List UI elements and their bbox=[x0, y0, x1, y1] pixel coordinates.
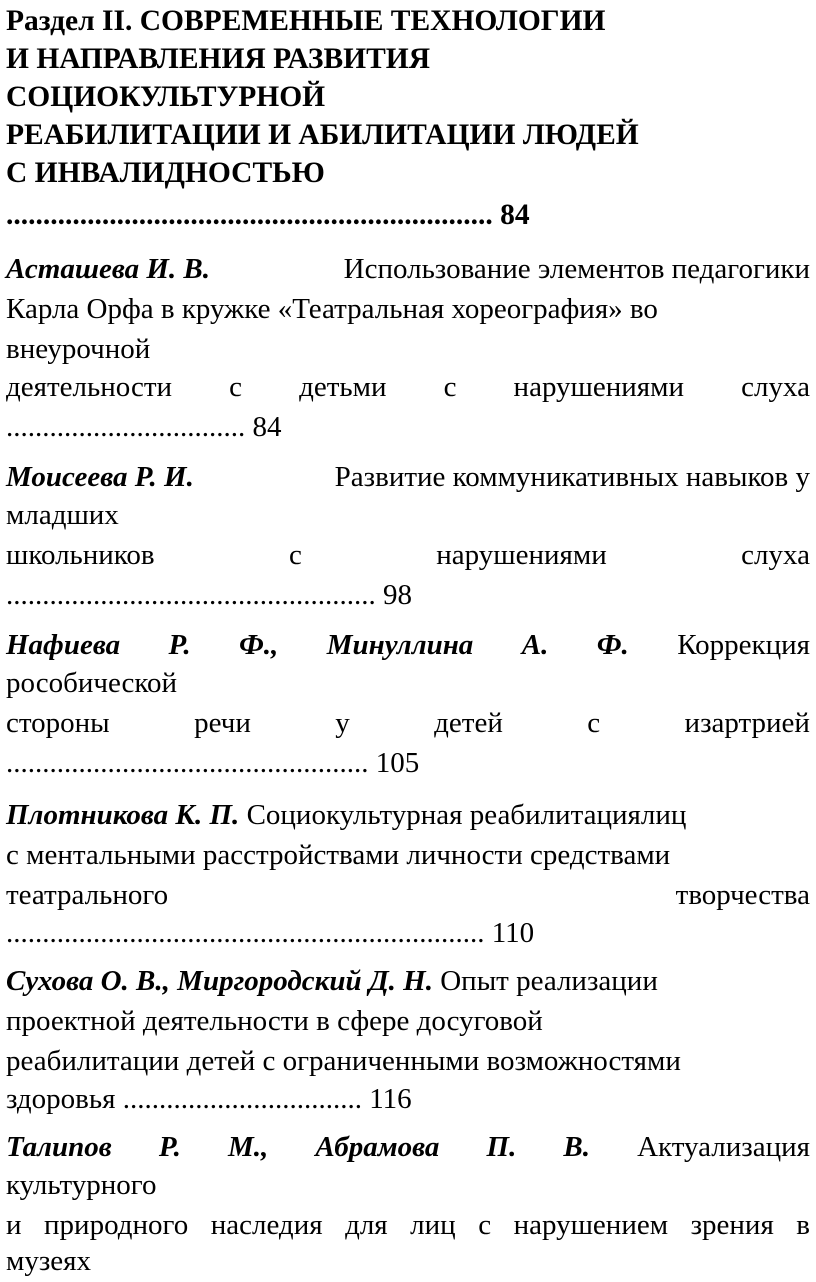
page-number: 116 bbox=[369, 1083, 412, 1115]
author-word: Нафиева bbox=[6, 629, 121, 661]
author-word: А. bbox=[521, 629, 549, 661]
toc-entry-4-leader bbox=[6, 914, 534, 952]
author-word: П. bbox=[486, 1131, 517, 1163]
toc-entry-2-line-3 bbox=[6, 536, 810, 574]
dot-leader: ................................................... bbox=[6, 579, 376, 611]
toc-entry-4-line-1 bbox=[6, 796, 686, 834]
toc-entry-5-line-1 bbox=[6, 962, 658, 1000]
dot-leader: ................................. bbox=[122, 1083, 362, 1115]
author-word: Ф. bbox=[596, 629, 629, 661]
word: деятельности bbox=[6, 371, 173, 403]
dot-leader: .................................................................. bbox=[6, 199, 493, 231]
author-word: В. bbox=[563, 1131, 591, 1163]
author-word: Талипов bbox=[6, 1131, 112, 1163]
toc-entry-1-line-3: внеурочной bbox=[6, 333, 151, 365]
page-number: 110 bbox=[491, 917, 535, 949]
toc-entry-6-line-4: музеях bbox=[6, 1245, 92, 1277]
word: у bbox=[335, 707, 350, 739]
author-word: Р. bbox=[158, 1131, 181, 1163]
toc-entry-6-line-3: и природного наследия для лиц с нарушением зрения в bbox=[6, 1209, 810, 1241]
word: слуха bbox=[741, 371, 810, 403]
word: творчества bbox=[675, 879, 810, 911]
entry-title-start: Социокультурная реабилитациялиц bbox=[246, 799, 687, 831]
word: стороны bbox=[6, 707, 110, 739]
word: с bbox=[443, 371, 457, 403]
toc-entry-5-line-2: проектной деятельности в сфере досуговой bbox=[6, 1005, 543, 1037]
section-heading-leader bbox=[6, 196, 530, 234]
toc-entry-1-line-4 bbox=[6, 368, 810, 406]
toc-entry-1-line-1 bbox=[6, 250, 810, 288]
section-heading-line-5: С ИНВАЛИДНОСТЬЮ bbox=[6, 157, 325, 189]
page-number: 98 bbox=[383, 579, 412, 611]
entry-title-start: Использование элементов педагогики bbox=[343, 253, 810, 285]
entry-title-end: здоровья bbox=[6, 1083, 116, 1115]
toc-entry-1-leader bbox=[6, 408, 282, 446]
toc-entry-4-line-3 bbox=[6, 876, 810, 914]
toc-entry-6-line-1 bbox=[6, 1128, 810, 1166]
word: нарушениями bbox=[513, 371, 685, 403]
word: изартрией bbox=[684, 707, 810, 739]
page-number: 105 bbox=[375, 747, 420, 779]
author-word: Р. bbox=[168, 629, 191, 661]
word: с bbox=[289, 539, 302, 571]
toc-entry-4-line-2: с ментальными расстройствами личности средствами bbox=[6, 839, 671, 871]
toc-entry-2-line-1 bbox=[6, 458, 810, 496]
word: нарушениями bbox=[436, 539, 607, 571]
entry-authors bbox=[6, 250, 210, 288]
toc-entry-2-line-2: младших bbox=[6, 499, 119, 531]
toc-entry-5-line-4 bbox=[6, 1080, 412, 1118]
dot-leader: .................................................................. bbox=[6, 917, 485, 949]
word: театрального bbox=[6, 879, 169, 911]
toc-entry-5-line-3: реабилитации детей с ограниченными возможностями bbox=[6, 1045, 681, 1077]
section-heading-line-2: И НАПРАВЛЕНИЯ РАЗВИТИЯ bbox=[6, 43, 431, 75]
word: речи bbox=[194, 707, 251, 739]
toc-entry-6-line-2: культурного bbox=[6, 1169, 157, 1201]
entry-authors: Сухова О. В., Миргородский Д. Н. bbox=[6, 965, 433, 997]
toc-entry-3-leader bbox=[6, 744, 419, 782]
toc-entry-3-line-3 bbox=[6, 704, 810, 742]
entry-title-start: Коррекция bbox=[677, 629, 810, 661]
section-heading-line-4: РЕАБИЛИТАЦИИ И АБИЛИТАЦИИ ЛЮДЕЙ bbox=[6, 119, 639, 151]
toc-entry-2-leader bbox=[6, 576, 412, 614]
author-word: Асташева И. В. bbox=[6, 253, 211, 285]
entry-title-start: Развитие коммуникативных навыков у bbox=[334, 461, 810, 493]
page-number: 84 bbox=[500, 199, 530, 231]
toc-entry-3-line-2: рособической bbox=[6, 667, 178, 699]
word: слуха bbox=[741, 539, 810, 571]
word: школьников bbox=[6, 539, 155, 571]
entry-title-start: Актуализация bbox=[637, 1131, 810, 1163]
entry-authors: Моисеева Р. И. bbox=[6, 461, 194, 493]
author-word: Ф., bbox=[239, 629, 279, 661]
dot-leader: .................................................. bbox=[6, 747, 369, 779]
word: с bbox=[229, 371, 242, 403]
page-number: 84 bbox=[252, 411, 282, 443]
word: с bbox=[587, 707, 601, 739]
author-word: Абрамова bbox=[315, 1131, 440, 1163]
toc-entry-1-line-2: Карла Орфа в кружке «Театральная хореография» во bbox=[6, 293, 658, 325]
entry-authors: Плотникова К. П. bbox=[6, 799, 240, 831]
section-heading-line-3: СОЦИОКУЛЬТУРНОЙ bbox=[6, 81, 326, 113]
word: детьми bbox=[299, 371, 387, 403]
dot-leader: ................................. bbox=[6, 411, 246, 443]
entry-title-start: Опыт реализации bbox=[440, 965, 658, 997]
author-word: М., bbox=[228, 1131, 269, 1163]
author-word: Минуллина bbox=[326, 629, 474, 661]
section-heading-line-1: Раздел II. СОВРЕМЕННЫЕ ТЕХНОЛОГИИ bbox=[6, 5, 606, 37]
word: детей bbox=[434, 707, 503, 739]
toc-entry-3-line-1 bbox=[6, 626, 810, 664]
